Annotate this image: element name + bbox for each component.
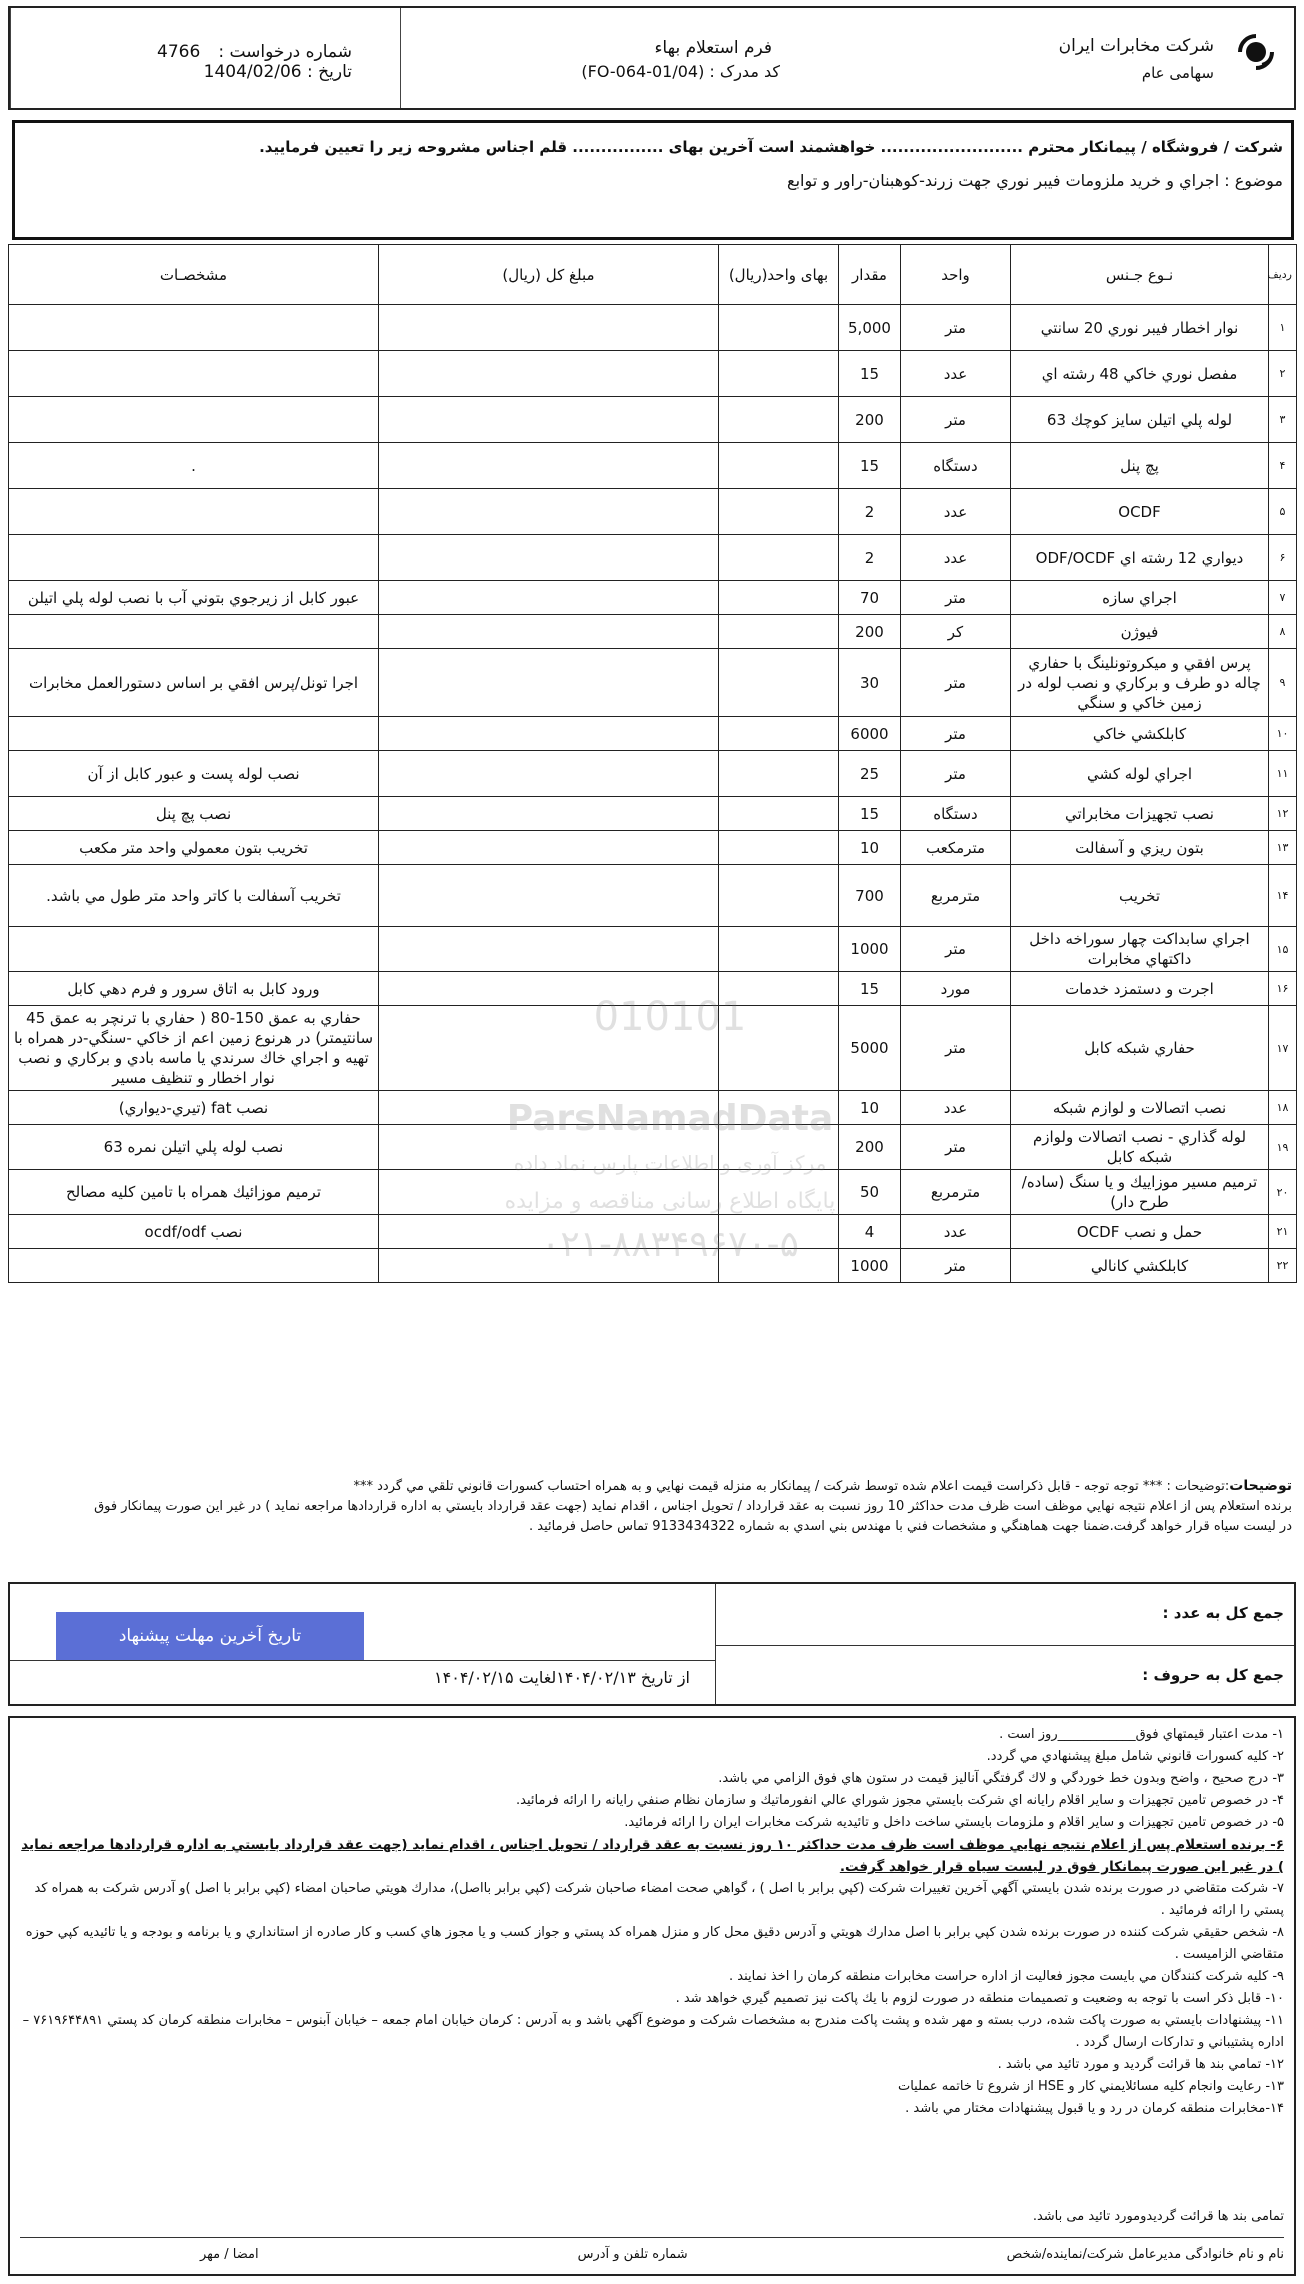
item-qty: 15 xyxy=(839,443,901,489)
header-qty: مقدار xyxy=(839,245,901,305)
item-unit: مترمكعب xyxy=(901,831,1011,865)
item-spec: نصب لوله پلي اتيلن نمره 63 xyxy=(9,1125,379,1170)
subject-line: موضوع : اجراي و خريد ملزومات فيبر نوري جهت زرند-کوهبنان-راور و توابع xyxy=(787,171,1283,190)
item-unit-price xyxy=(719,489,839,535)
item-unit-price xyxy=(719,1125,839,1170)
table-row xyxy=(9,1249,1297,1283)
item-unit: متر xyxy=(901,927,1011,972)
row-number: ۱۴ xyxy=(1269,865,1297,927)
item-spec xyxy=(9,397,379,443)
row-number: ۷ xyxy=(1269,581,1297,615)
item-total-price xyxy=(379,535,719,581)
item-qty: 30 xyxy=(839,649,901,717)
item-type: ترميم مسير موزاييك و يا سنگ (ساده/طرح دار) xyxy=(1011,1170,1269,1215)
conditions-section xyxy=(8,1716,1296,2276)
form-header xyxy=(8,6,1296,110)
item-spec: . xyxy=(9,443,379,489)
item-unit: متر xyxy=(901,397,1011,443)
notes-label: توضیحات xyxy=(1229,1478,1292,1494)
items-table xyxy=(8,244,1297,1283)
item-spec xyxy=(9,927,379,972)
item-qty: 15 xyxy=(839,797,901,831)
condition-item: ۷- شركت متقاضي در صورت برنده شدن بايستي آگهي آخرين تغييرات شركت (كپي برابر با اصل ) ، گواهي صحت امضاء صاحبان شركت (كپي برابر بااصل)، مدارك هويتي صاحبان امضاء (كپي برابر با اصل )و آدرس شركت به همراه كد پستي را ارائه فرمائيد . xyxy=(34,1881,1284,1918)
item-spec: ترميم موزائيك همراه با تامين كليه مصالح xyxy=(9,1170,379,1215)
company-name: شرکت مخابرات ایران xyxy=(1058,36,1214,56)
item-total-price xyxy=(379,865,719,927)
item-total-price xyxy=(379,1249,719,1283)
item-type: پرس افقي و ميكروتونلينگ با حفاري چاله دو طرف و بركاري و نصب لوله در زمين خاكي و سنگي xyxy=(1011,649,1269,717)
row-number: ۳ xyxy=(1269,397,1297,443)
request-number-label: شماره درخواست : xyxy=(218,42,352,62)
item-type: اجرت و دستمزد خدمات xyxy=(1011,972,1269,1006)
table-row xyxy=(9,1091,1297,1125)
row-number: ۸ xyxy=(1269,615,1297,649)
item-qty: 25 xyxy=(839,751,901,797)
notes-line-2: برنده استعلام پس از اعلام نتيجه نهايي موظف است ظرف مدت حداكثر 10 روز نسبت به عقد قرارداد / تحويل اجناس ، اقدام نمايد (جهت عقد قرارداد بايستي به اداره قراردادها مراجعه نمايد ) در غير اين صورت پيمانكار فوق xyxy=(94,1499,1292,1514)
item-unit: متر xyxy=(901,1006,1011,1091)
signer-phone-label: شماره تلفن و آدرس xyxy=(577,2247,688,2262)
table-row xyxy=(9,1215,1297,1249)
item-total-price xyxy=(379,615,719,649)
item-qty: 70 xyxy=(839,581,901,615)
item-type: كابلكشي كانالي xyxy=(1011,1249,1269,1283)
item-total-price xyxy=(379,1091,719,1125)
condition-item: ۲- كليه كسورات قانوني شامل مبلغ پيشنهادي مي گردد. xyxy=(986,1749,1284,1764)
item-total-price xyxy=(379,443,719,489)
condition-item: ۱- مدت اعتبار قيمتهاي فوق____________روز است . xyxy=(999,1727,1284,1742)
row-number: ۱۹ xyxy=(1269,1125,1297,1170)
header-spec: مشخصـات xyxy=(9,245,379,305)
row-number: ۶ xyxy=(1269,535,1297,581)
item-unit: عدد xyxy=(901,1215,1011,1249)
condition-item: ۴- در خصوص تامين تجهيزات و ساير اقلام رايانه اي شركت بايستي مجوز شوراي عالي انفورماتيك و سازمان نظام صنفي رايانه را ارائه فرمائيد. xyxy=(516,1793,1284,1808)
item-unit: مترمربع xyxy=(901,1170,1011,1215)
item-spec: تخريب بتون معمولي واحد متر مكعب xyxy=(9,831,379,865)
item-unit-price xyxy=(719,305,839,351)
item-spec xyxy=(9,535,379,581)
table-row xyxy=(9,649,1297,717)
item-spec xyxy=(9,717,379,751)
row-number: ۲۲ xyxy=(1269,1249,1297,1283)
item-unit: عدد xyxy=(901,535,1011,581)
item-qty: 6000 xyxy=(839,717,901,751)
signer-name-label: نام و نام خانوادگی مدیرعامل شرکت/نماینده/شخص xyxy=(1006,2247,1284,2262)
item-unit: عدد xyxy=(901,489,1011,535)
deadline-dates: از تاریخ ۱۴۰۴/۰۲/۱۳لغایت ۱۴۰۴/۰۲/۱۵ xyxy=(434,1668,690,1687)
item-type: حمل و نصب OCDF xyxy=(1011,1215,1269,1249)
item-type: بتون ريزي و آسفالت xyxy=(1011,831,1269,865)
item-unit: دستگاه xyxy=(901,797,1011,831)
form-code: کد مدرک : (FO-064-01/04) xyxy=(581,62,780,81)
condition-item: ۱۱- پيشنهادات بايستي به صورت پاكت شده، درب بسته و مهر شده و پشت پاكت مندرج به مشخصات شركت و موضوع آگهي باشد و به آدرس : كرمان خيابان امام جمعه – خيابان آبنوس – مخابرات منطقه كرمان كد پستي ۷۶۱۹۶۴۴۸۹۱ – اداره پشتيباني و تداركات ارسال گردد . xyxy=(22,2013,1284,2050)
item-unit-price xyxy=(719,1091,839,1125)
table-row xyxy=(9,751,1297,797)
watermark-line2: پایگاه اطلاع رسانی مناقصه و مزایده xyxy=(504,1189,836,1214)
item-unit-price xyxy=(719,649,839,717)
condition-item: ۵- در خصوص تامين تجهيزات و ساير اقلام و ملزومات بايستي ساخت داخل و تائيديه شركت مخابرات ايران را ارائه فرمائيد. xyxy=(624,1815,1284,1830)
item-total-price xyxy=(379,397,719,443)
watermark-brand: ParsNamadData xyxy=(506,1098,834,1139)
row-number: ۱۱ xyxy=(1269,751,1297,797)
item-total-price xyxy=(379,351,719,397)
item-qty: 200 xyxy=(839,1125,901,1170)
item-unit: متر xyxy=(901,649,1011,717)
item-total-price xyxy=(379,649,719,717)
table-row xyxy=(9,615,1297,649)
intro-line: شرکت / فروشگاه / پیمانکار محترم ......................... خواهشمند است آخرین بهای ................ قلم اجناس مشروحه زیر را تعیین فرمایید. xyxy=(259,138,1283,156)
item-total-price xyxy=(379,305,719,351)
item-qty: 10 xyxy=(839,831,901,865)
row-number: ۲۰ xyxy=(1269,1170,1297,1215)
item-spec: عبور كابل از زيرجوي بتوني آب با نصب لوله پلي اتيلن xyxy=(9,581,379,615)
company-cell xyxy=(940,8,1294,108)
row-number: ۱ xyxy=(1269,305,1297,351)
item-spec: نصب پچ پنل xyxy=(9,797,379,831)
condition-item: ۱۳- رعايت وانجام كليه مسائلايمني كار و HSE از شروع تا خاتمه عمليات xyxy=(897,2079,1284,2094)
header-unit-price: بهای واحد(ریال) xyxy=(719,245,839,305)
item-unit-price xyxy=(719,717,839,751)
item-unit: متر xyxy=(901,1125,1011,1170)
item-unit-price xyxy=(719,443,839,489)
item-type: مفصل نوري خاكي 48 رشته اي xyxy=(1011,351,1269,397)
row-number: ۲۱ xyxy=(1269,1215,1297,1249)
item-total-price xyxy=(379,927,719,972)
total-numeric-label: جمع کل به عدد : xyxy=(1162,1604,1284,1622)
item-qty: 200 xyxy=(839,397,901,443)
item-unit-price xyxy=(719,831,839,865)
item-total-price xyxy=(379,831,719,865)
sum-section xyxy=(8,1582,1296,1706)
row-number: ۱۲ xyxy=(1269,797,1297,831)
item-spec xyxy=(9,1249,379,1283)
condition-item: ۳- درج صحيح ، واضح وبدون خط خوردگي و لاك گرفتگي آناليز قيمت در ستون هاي فوق الزامي مي باشد. xyxy=(718,1771,1284,1786)
item-unit-price xyxy=(719,351,839,397)
item-unit: متر xyxy=(901,751,1011,797)
table-row xyxy=(9,972,1297,1006)
conditions-list-b xyxy=(20,1878,1284,2120)
item-spec: نصب ocdf/odf xyxy=(9,1215,379,1249)
request-date: تاریخ : 1404/02/06 xyxy=(203,62,352,82)
item-unit: متر xyxy=(901,305,1011,351)
condition-item: ۱۲- تمامي بند ها قرائت گرديد و مورد تائيد مي باشد . xyxy=(997,2057,1284,2072)
item-unit-price xyxy=(719,927,839,972)
item-type: حفاري شبكه كابل xyxy=(1011,1006,1269,1091)
row-number: ۱۳ xyxy=(1269,831,1297,865)
row-number: ۱۸ xyxy=(1269,1091,1297,1125)
item-unit-price xyxy=(719,535,839,581)
item-total-price xyxy=(379,797,719,831)
item-qty: 5000 xyxy=(839,1006,901,1091)
form-title-cell xyxy=(400,8,940,108)
company-type: سهامی عام xyxy=(1141,64,1214,82)
condition-item: ۱۰- قابل ذكر است با توجه به وضعيت و تصميمات منطقه در صورت لزوم با يك پاكت نيز تصميم گيري خواهد شد . xyxy=(675,1991,1284,2006)
item-type: فيوژن xyxy=(1011,615,1269,649)
condition-item: ۸- شخص حقيقي شركت كننده در صورت برنده شدن كپي برابر با اصل مدارك هويتي و آدرس دقيق محل كار و منزل همراه كد پستي و جواز كسب و يا مجوز هاي كسب و كار صادره از استانداري و يا برنامه و بودجه و يا تائيديه كپي حوزه متقاضي الزاميست . xyxy=(25,1925,1284,1962)
table-row xyxy=(9,717,1297,751)
item-spec xyxy=(9,351,379,397)
item-qty: 50 xyxy=(839,1170,901,1215)
table-row xyxy=(9,1125,1297,1170)
table-row xyxy=(9,397,1297,443)
row-number: ۱۰ xyxy=(1269,717,1297,751)
item-spec: اجرا تونل/پرس افقي بر اساس دستورالعمل مخابرات xyxy=(9,649,379,717)
item-type: نصب اتصالات و لوازم شبكه xyxy=(1011,1091,1269,1125)
item-qty: 2 xyxy=(839,535,901,581)
item-unit: متر xyxy=(901,581,1011,615)
conditions-list-a xyxy=(20,1724,1284,1834)
total-words-row xyxy=(716,1646,1294,1708)
table-row xyxy=(9,1006,1297,1091)
table-row xyxy=(9,865,1297,927)
row-number: ۲ xyxy=(1269,351,1297,397)
table-row xyxy=(9,443,1297,489)
item-unit: متر xyxy=(901,717,1011,751)
table-row xyxy=(9,1170,1297,1215)
item-unit-price xyxy=(719,615,839,649)
item-type: اجراي سابداكت چهار سوراخه داخل داكتهاي مخابرات xyxy=(1011,927,1269,972)
item-total-price xyxy=(379,581,719,615)
table-row xyxy=(9,351,1297,397)
header-num: ردیف xyxy=(1269,245,1297,305)
watermark-line1: مرکز آوری و اطلاعات پارس نماد داده xyxy=(513,1151,827,1175)
item-type: تخريب xyxy=(1011,865,1269,927)
item-unit-price xyxy=(719,1249,839,1283)
item-qty: 200 xyxy=(839,615,901,649)
deadline-button: تاریخ آخرین مهلت پیشنهاد xyxy=(56,1612,364,1660)
deadline-cell xyxy=(10,1584,716,1704)
item-qty: 1000 xyxy=(839,1249,901,1283)
item-type: اجراي سازه xyxy=(1011,581,1269,615)
item-unit-price xyxy=(719,751,839,797)
row-number: ۱۵ xyxy=(1269,927,1297,972)
table-row xyxy=(9,489,1297,535)
item-spec: حفاري به عمق 150-80 ( حفاري با ترنچر به عمق 45 سانتيمتر) در هرنوع زمين اعم از خاكي -سنگي-در همراه با تهيه و اجراي خاك سرندي يا ماسه بادي و بركاري و نصب نوار اخطار و تنظيف مسير xyxy=(9,1006,379,1091)
item-unit-price xyxy=(719,797,839,831)
item-spec: ورود كابل به اتاق سرور و فرم دهي كابل xyxy=(9,972,379,1006)
table-row xyxy=(9,305,1297,351)
table-row xyxy=(9,535,1297,581)
item-total-price xyxy=(379,751,719,797)
item-total-price xyxy=(379,717,719,751)
item-total-price xyxy=(379,489,719,535)
item-qty: 5,000 xyxy=(839,305,901,351)
watermark-phone: ۰۲۱-۸۸۳۴۹۶۷۰-۵ xyxy=(540,1224,800,1265)
item-type: كابلكشي خاكي xyxy=(1011,717,1269,751)
item-spec xyxy=(9,489,379,535)
item-total-price xyxy=(379,1006,719,1091)
items-body xyxy=(9,305,1297,1283)
request-number: 4766 xyxy=(157,42,201,62)
item-qty: 700 xyxy=(839,865,901,927)
item-type: نصب تجهيزات مخابراتي xyxy=(1011,797,1269,831)
notes-line-1: توضیحات:توضيحات : *** توجه توجه - قابل ذكراست قيمت اعلام شده توسط شركت / پيمانكار به منزله قيمت نهايي و به همراه احتساب كسورات قانوني تلقي مي گردد *** xyxy=(353,1478,1292,1494)
item-total-price xyxy=(379,1170,719,1215)
item-spec xyxy=(9,615,379,649)
company-logo-icon xyxy=(1232,28,1280,76)
condition-item: ۱۴-مخابرات منطقه كرمان در رد و يا قبول پيشنهادات مختار مي باشد . xyxy=(905,2101,1284,2116)
total-numeric-row xyxy=(716,1584,1294,1646)
header-type: نـوع جـنس xyxy=(1011,245,1269,305)
item-qty: 2 xyxy=(839,489,901,535)
item-unit-price xyxy=(719,1006,839,1091)
item-qty: 4 xyxy=(839,1215,901,1249)
item-type: لوله گذاري - نصب اتصالات ولوازم شبكه كابل xyxy=(1011,1125,1269,1170)
item-unit-price xyxy=(719,1215,839,1249)
table-row xyxy=(9,927,1297,972)
item-unit-price xyxy=(719,865,839,927)
watermark-digits: 010101 xyxy=(593,994,747,1040)
table-row xyxy=(9,797,1297,831)
approval-statement: تمامی بند ها قرائت گردیدومورد تائید می باشد. xyxy=(1032,2209,1284,2224)
item-type: لوله پلي اتيلن سايز كوچك 63 xyxy=(1011,397,1269,443)
row-number: ۹ xyxy=(1269,649,1297,717)
item-unit: عدد xyxy=(901,1091,1011,1125)
intro-box xyxy=(12,120,1294,240)
row-number: ۱۶ xyxy=(1269,972,1297,1006)
item-unit-price xyxy=(719,397,839,443)
row-number: ۵ xyxy=(1269,489,1297,535)
table-row xyxy=(9,581,1297,615)
header-total: مبلغ کل (ریال) xyxy=(379,245,719,305)
row-number: ۱۷ xyxy=(1269,1006,1297,1091)
item-spec: نصب fat (تيري-ديواري) xyxy=(9,1091,379,1125)
request-info-cell xyxy=(10,8,400,108)
deadline-divider xyxy=(10,1660,715,1661)
item-unit: دستگاه xyxy=(901,443,1011,489)
item-unit: مترمربع xyxy=(901,865,1011,927)
item-type: اجراي لوله كشي xyxy=(1011,751,1269,797)
item-total-price xyxy=(379,1215,719,1249)
item-spec xyxy=(9,305,379,351)
item-type: OCDF xyxy=(1011,489,1269,535)
item-total-price xyxy=(379,1125,719,1170)
item-qty: 1000 xyxy=(839,927,901,972)
form-title: فرم استعلام بهاء xyxy=(654,38,772,58)
item-unit-price xyxy=(719,972,839,1006)
item-unit-price xyxy=(719,581,839,615)
item-type: ديواري 12 رشته اي ODF/OCDF xyxy=(1011,535,1269,581)
item-type: پچ پنل xyxy=(1011,443,1269,489)
item-qty: 15 xyxy=(839,351,901,397)
table-row xyxy=(9,831,1297,865)
item-qty: 10 xyxy=(839,1091,901,1125)
item-unit: عدد xyxy=(901,351,1011,397)
item-unit: كر xyxy=(901,615,1011,649)
item-unit: متر xyxy=(901,1249,1011,1283)
notes-section xyxy=(8,1472,1296,1572)
header-unit: واحد xyxy=(901,245,1011,305)
signature-row xyxy=(20,2237,1284,2266)
item-unit: مورد xyxy=(901,972,1011,1006)
item-total-price xyxy=(379,972,719,1006)
item-spec: تخريب آسفالت با كاتر واحد متر طول مي باشد. xyxy=(9,865,379,927)
item-spec: نصب لوله پست و عبور كابل از آن xyxy=(9,751,379,797)
item-unit-price xyxy=(719,1170,839,1215)
item-type: نوار اخطار فيبر نوري 20 سانتي xyxy=(1011,305,1269,351)
total-words-label: جمع کل به حروف : xyxy=(1142,1666,1284,1684)
table-header-row xyxy=(9,245,1297,305)
signature-stamp-label: امضا / مهر xyxy=(200,2247,259,2262)
totals-cell xyxy=(716,1584,1294,1704)
item-qty: 15 xyxy=(839,972,901,1006)
notes-line-3: در ليست سياه قرار خواهد گرفت.ضمنا جهت هماهنگي و مشخصات فني با مهندس بني اسدي به شماره 9133434322 تماس حاصل فرمائيد . xyxy=(529,1519,1292,1534)
row-number: ۴ xyxy=(1269,443,1297,489)
condition-bold-item: ۶- برنده استعلام پس از اعلام نتيجه نهايي موظف است ظرف مدت حداكثر ۱۰ روز نسبت به عقد قرارداد / تحويل اجناس ، اقدام نمايد (جهت عقد قرارداد بايستي به اداره قراردادها مراجعه نمايد ) در غير اين صورت پيمانكار فوق در ليست سياه قرار خواهد گرفت. xyxy=(21,1837,1284,1875)
condition-item: ۹- كليه شركت كنندگان مي بايست مجوز فعاليت از اداره حراست مخابرات منطقه كرمان را اخذ نمايند . xyxy=(729,1969,1284,1984)
